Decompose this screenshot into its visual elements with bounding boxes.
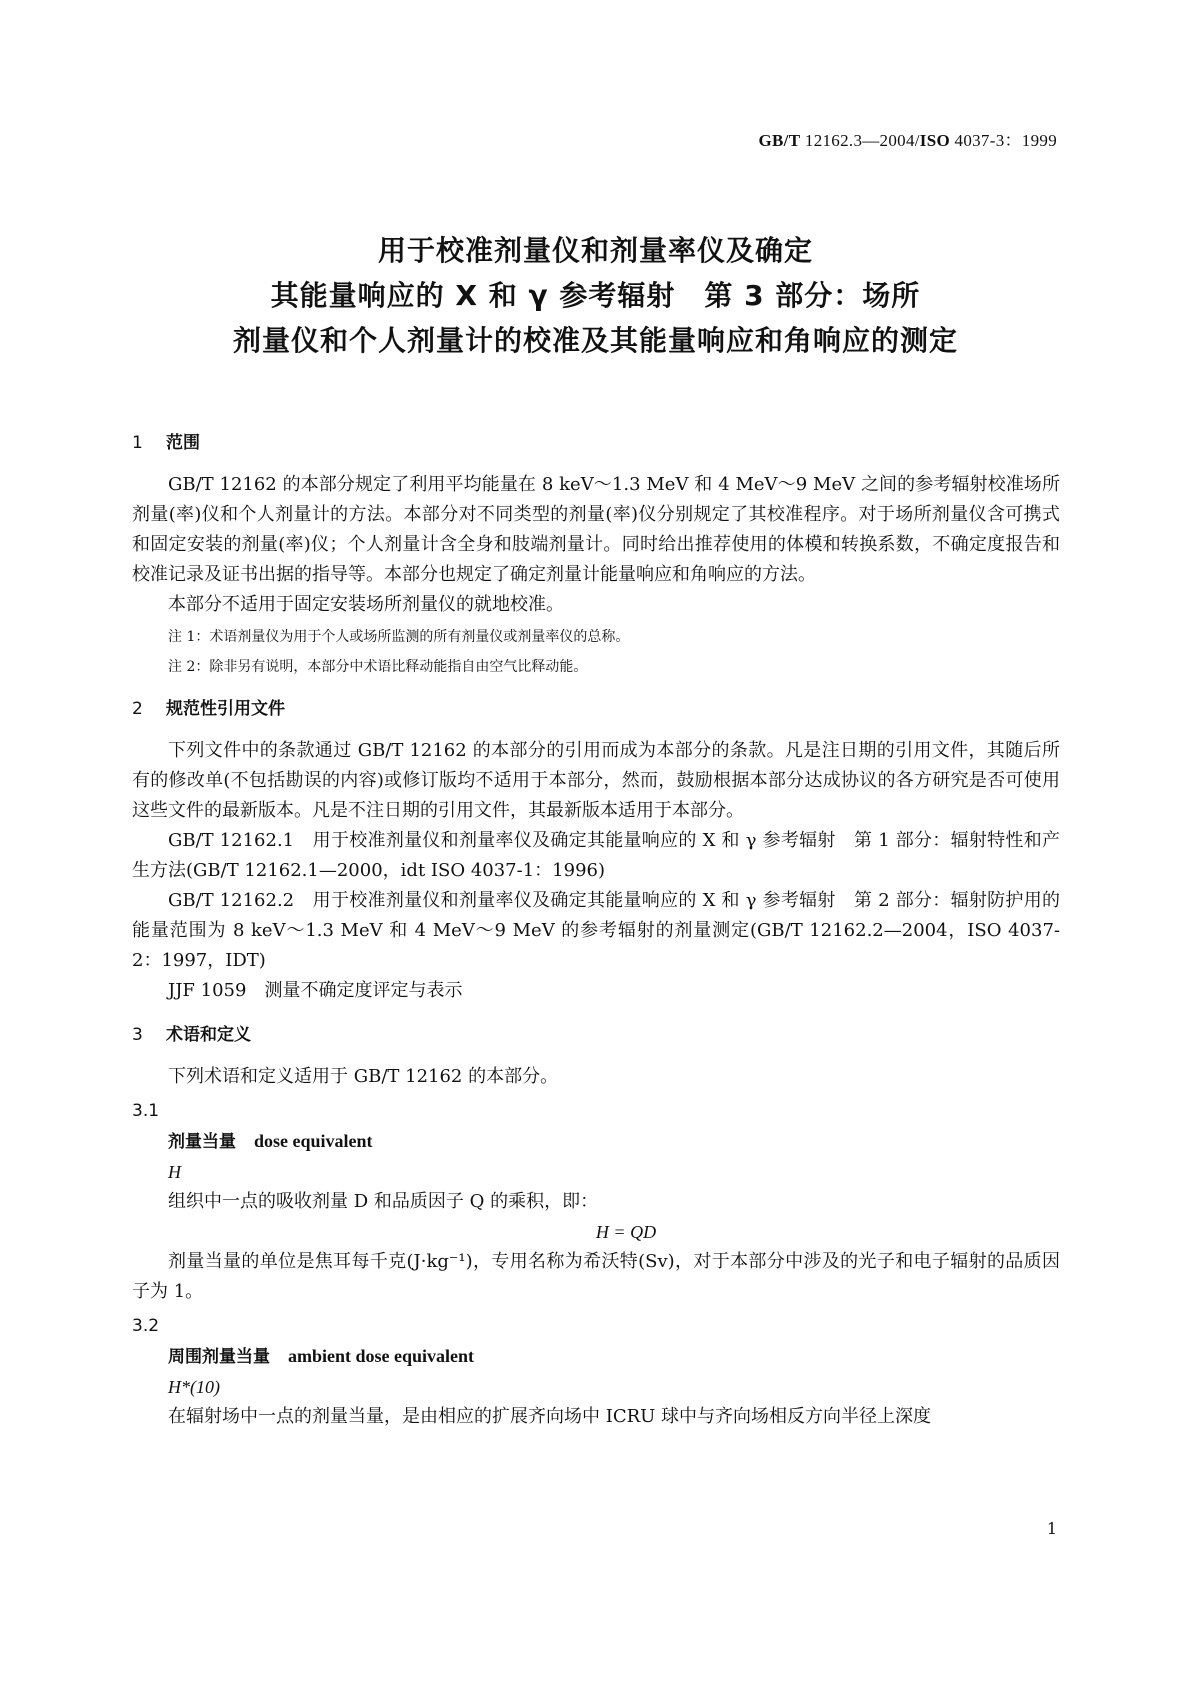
section-number: 1: [132, 433, 143, 453]
clause-3-1-number: 3.1: [132, 1101, 160, 1121]
section-number: 3: [132, 1025, 143, 1045]
term-symbol: H: [168, 1162, 181, 1182]
section-title: 术语和定义: [166, 1025, 251, 1045]
section-3-heading: [132, 1020, 1060, 1050]
note-1: 注 1：术语剂量仪为用于个人或场所监测的所有剂量仪或剂量率仪的总称。: [168, 629, 630, 645]
section-1-heading: [132, 428, 1060, 458]
document-body: [132, 414, 1060, 1432]
document-title: [0, 228, 1191, 363]
section-title: 范围: [166, 433, 200, 453]
page-number: 1: [1046, 1519, 1057, 1538]
term-zh: 周围剂量当量: [168, 1347, 270, 1367]
formula: H = QD: [595, 1222, 657, 1242]
term-symbol: H*(10): [168, 1377, 220, 1397]
iso-number: 4037-3：1999: [949, 131, 1057, 150]
title-line-1: 用于校准剂量仪和剂量率仪及确定: [377, 234, 813, 267]
iso-prefix: ISO: [919, 131, 950, 150]
reference-2: GB/T 12162.2 用于校准剂量仪和剂量率仪及确定其能量响应的 X 和 γ 参考辐射 第 2 部分：辐射防护用的能量范围为 8 keV～1.3 MeV 和 4 MeV～9 MeV 的参考辐射的剂量测定(GB/T 12162.2—2004，ISO 4037-2：1997，IDT): [132, 890, 1060, 971]
std-number: 12162.3—2004/: [800, 131, 920, 150]
section-2-heading: [132, 694, 1060, 724]
term-en: ambient dose equivalent: [288, 1346, 475, 1366]
term-ambient-dose-equivalent: [168, 1341, 1060, 1372]
term-note: 剂量当量的单位是焦耳每千克(J·kg⁻¹)，专用名称为希沃特(Sv)，对于本部分中涉及的光子和电子辐射的品质因子为 1。: [132, 1251, 1060, 1302]
term-definition: 组织中一点的吸收剂量 D 和品质因子 Q 的乘积，即：: [168, 1191, 599, 1212]
term-definition: 在辐射场中一点的剂量当量，是由相应的扩展齐向场中 ICRU 球中与齐向场相反方向半径上深度: [168, 1406, 932, 1427]
term-zh: 剂量当量: [168, 1132, 236, 1152]
clause-3-2-number: 3.2: [132, 1316, 160, 1336]
section-number: 2: [132, 699, 143, 719]
title-line-3: 剂量仪和个人剂量计的校准及其能量响应和角响应的测定: [232, 324, 958, 357]
scope-exclusion: 本部分不适用于固定安装场所剂量仪的就地校准。: [168, 594, 564, 615]
note-2: 注 2：除非另有说明，本部分中术语比释动能指自由空气比释动能。: [168, 659, 588, 675]
terms-intro: 下列术语和定义适用于 GB/T 12162 的本部分。: [168, 1066, 559, 1087]
section-title: 规范性引用文件: [166, 699, 285, 719]
term-dose-equivalent: [168, 1126, 1060, 1157]
std-prefix: GB/T: [758, 131, 801, 150]
term-en: dose equivalent: [254, 1131, 373, 1151]
normative-intro: 下列文件中的条款通过 GB/T 12162 的本部分的引用而成为本部分的条款。凡是注日期的引用文件，其随后所有的修改单(不包括勘误的内容)或修订版均不适用于本部分，然而，鼓励根据本部分达成协议的各方研究是否可使用这些文件的最新版本。凡是不注日期的引用文件，其最新版本适用于本部分。: [132, 740, 1060, 821]
reference-1: GB/T 12162.1 用于校准剂量仪和剂量率仪及确定其能量响应的 X 和 γ 参考辐射 第 1 部分：辐射特性和产生方法(GB/T 12162.1—2000，idt ISO 4037-1：1996): [132, 830, 1060, 881]
standard-header: [759, 126, 1057, 151]
title-line-2: 其能量响应的 X 和 γ 参考辐射 第 3 部分：场所: [270, 279, 921, 312]
reference-3: JJF 1059 测量不确定度评定与表示: [168, 980, 463, 1001]
scope-paragraph: GB/T 12162 的本部分规定了利用平均能量在 8 keV～1.3 MeV 和 4 MeV～9 MeV 之间的参考辐射校准场所剂量(率)仪和个人剂量计的方法。本部分对不同类型的剂量(率)仪分别规定了其校准程序。对于场所剂量仪含可携式和固定安装的剂量(率)仪；个人剂量计含全身和肢端剂量计。同时给出推荐使用的体模和转换系数，不确定度报告和校准记录及证书出据的指导等。本部分也规定了确定剂量计能量响应和角响应的方法。: [132, 474, 1060, 585]
